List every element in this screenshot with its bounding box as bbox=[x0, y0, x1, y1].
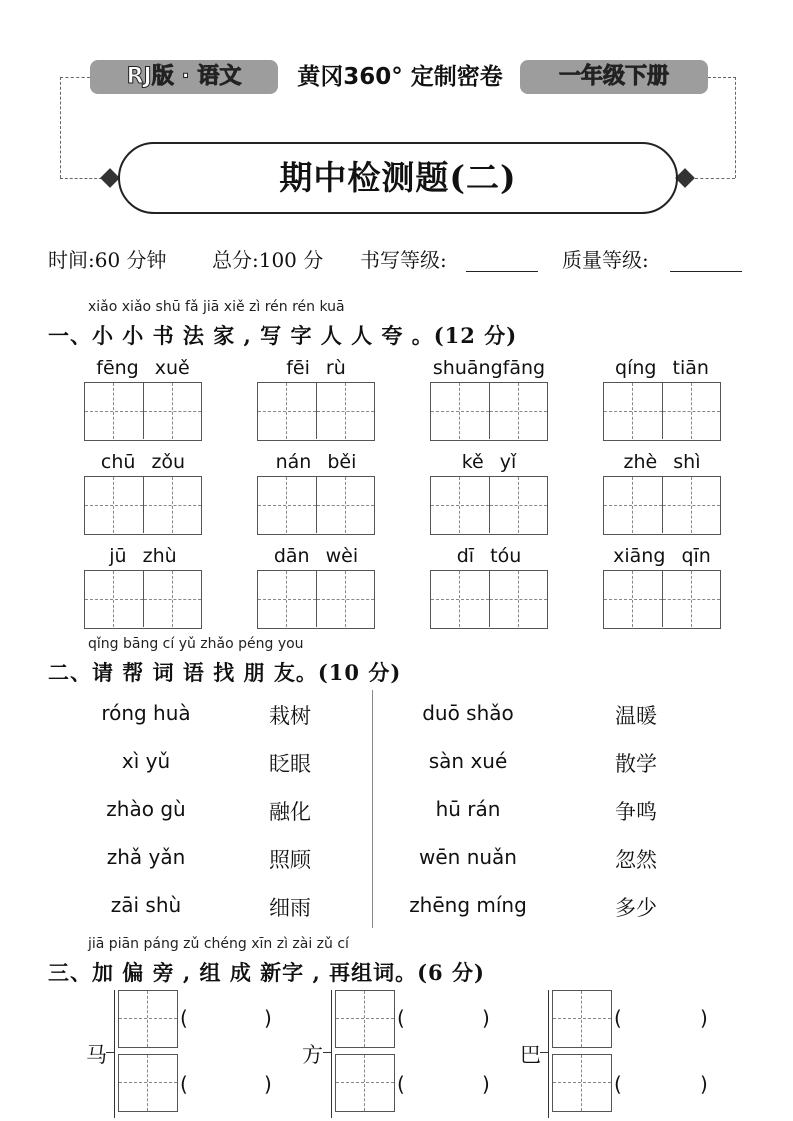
match-word[interactable]: 多少 bbox=[615, 896, 657, 920]
tian-grid-cell[interactable] bbox=[316, 477, 374, 533]
quality-grade-blank[interactable] bbox=[670, 248, 742, 272]
tian-grid-pair[interactable] bbox=[430, 570, 548, 629]
tian-grid-cell[interactable] bbox=[258, 571, 316, 627]
quality-grade-label: 质量等级: bbox=[562, 248, 649, 272]
word-pinyin: shuāngfāng bbox=[432, 357, 546, 379]
tian-grid-pair[interactable] bbox=[603, 570, 721, 629]
paren-close: ) bbox=[700, 1072, 708, 1096]
word-pinyin: nán běi bbox=[275, 451, 357, 473]
match-pinyin[interactable]: hū rán bbox=[435, 797, 501, 821]
tian-grid-cell[interactable] bbox=[604, 477, 662, 533]
exam-total-score: 总分:100 分 bbox=[212, 248, 324, 272]
tian-grid-cell[interactable] bbox=[85, 477, 143, 533]
paren-open: ( bbox=[614, 1006, 622, 1030]
section3-pinyin: jiā piān páng zǔ chéng xīn zì zài zǔ cí bbox=[88, 936, 349, 952]
word-pinyin: jū zhù bbox=[109, 545, 177, 567]
tian-grid-cell[interactable] bbox=[604, 571, 662, 627]
match-pinyin[interactable]: zhǎ yǎn bbox=[106, 845, 186, 869]
tian-grid-cell[interactable] bbox=[552, 990, 612, 1048]
header-connector-line bbox=[708, 77, 736, 78]
tian-grid-cell[interactable] bbox=[118, 1054, 178, 1112]
section2-title: 二、请 帮 词 语 找 朋 友。(10 分) bbox=[48, 660, 402, 685]
tian-grid-pair[interactable] bbox=[84, 382, 202, 441]
match-pinyin[interactable]: xì yǔ bbox=[121, 749, 171, 773]
tian-grid-pair[interactable] bbox=[603, 476, 721, 535]
match-pinyin[interactable]: sàn xué bbox=[428, 749, 508, 773]
tian-grid-pair[interactable] bbox=[257, 570, 375, 629]
tian-grid-cell[interactable] bbox=[143, 571, 201, 627]
diamond-ornament-icon bbox=[675, 168, 695, 188]
tian-grid-cell[interactable] bbox=[431, 383, 489, 439]
header-connector-line bbox=[60, 77, 90, 78]
word-pinyin: fēng xuě bbox=[96, 357, 190, 379]
tian-grid-pair[interactable] bbox=[603, 382, 721, 441]
grade-badge: 一年级下册 bbox=[520, 60, 708, 94]
paren-close: ) bbox=[482, 1072, 490, 1096]
match-pinyin[interactable]: zhēng míng bbox=[409, 893, 527, 917]
tian-grid-cell[interactable] bbox=[489, 477, 547, 533]
match-word[interactable]: 眨眼 bbox=[269, 752, 311, 776]
paren-open: ( bbox=[180, 1006, 188, 1030]
header-connector-line bbox=[60, 77, 61, 178]
paren-open: ( bbox=[180, 1072, 188, 1096]
tian-grid-cell[interactable] bbox=[118, 990, 178, 1048]
header-connector-line bbox=[695, 178, 735, 179]
tian-grid-pair[interactable] bbox=[257, 382, 375, 441]
tian-grid-pair[interactable] bbox=[84, 476, 202, 535]
tian-grid-cell[interactable] bbox=[85, 383, 143, 439]
word-pinyin: dān wèi bbox=[273, 545, 359, 567]
tian-grid-cell[interactable] bbox=[431, 477, 489, 533]
section1-pinyin: xiǎo xiǎo shū fǎ jiā xiě zì rén rén kuā bbox=[88, 299, 345, 315]
paren-close: ) bbox=[482, 1006, 490, 1030]
match-word[interactable]: 栽树 bbox=[269, 704, 311, 728]
match-pinyin[interactable]: róng huà bbox=[101, 701, 191, 725]
tian-grid-cell[interactable] bbox=[335, 990, 395, 1048]
radical-base-char: 马 bbox=[86, 1043, 107, 1067]
tian-grid-cell[interactable] bbox=[431, 571, 489, 627]
radical-base-char: 巴 bbox=[520, 1043, 541, 1067]
word-pinyin: kě yǐ bbox=[461, 451, 517, 473]
word-pinyin: zhè shì bbox=[623, 451, 701, 473]
word-pinyin: dī tóu bbox=[456, 545, 522, 567]
tian-grid-pair[interactable] bbox=[257, 476, 375, 535]
tian-grid-cell[interactable] bbox=[316, 571, 374, 627]
tian-grid-cell[interactable] bbox=[489, 571, 547, 627]
match-pinyin[interactable]: zhào gù bbox=[106, 797, 186, 821]
section3-title: 三、加 偏 旁 , 组 成 新字 , 再组词。(6 分) bbox=[48, 960, 485, 985]
radical-base-char: 方 bbox=[302, 1043, 323, 1067]
word-pinyin: qíng tiān bbox=[615, 357, 709, 379]
header-connector-line bbox=[60, 178, 102, 179]
tian-grid-pair[interactable] bbox=[430, 382, 548, 441]
word-pinyin: xiāng qīn bbox=[613, 545, 711, 567]
tian-grid-pair[interactable] bbox=[84, 570, 202, 629]
column-divider bbox=[372, 690, 373, 928]
match-word[interactable]: 散学 bbox=[615, 752, 657, 776]
word-pinyin: fēi rù bbox=[286, 357, 346, 379]
tian-grid-cell[interactable] bbox=[335, 1054, 395, 1112]
tian-grid-cell[interactable] bbox=[489, 383, 547, 439]
match-word[interactable]: 细雨 bbox=[269, 896, 311, 920]
title-banner bbox=[118, 142, 678, 214]
tian-grid-cell[interactable] bbox=[258, 477, 316, 533]
paren-close: ) bbox=[264, 1006, 272, 1030]
tian-grid-cell[interactable] bbox=[662, 383, 720, 439]
paren-close: ) bbox=[264, 1072, 272, 1096]
tian-grid-cell[interactable] bbox=[552, 1054, 612, 1112]
word-pinyin: chū zǒu bbox=[100, 451, 186, 473]
tian-grid-cell[interactable] bbox=[143, 477, 201, 533]
match-word[interactable]: 争鸣 bbox=[615, 800, 657, 824]
tian-grid-cell[interactable] bbox=[604, 383, 662, 439]
tian-grid-cell[interactable] bbox=[143, 383, 201, 439]
match-pinyin[interactable]: duō shǎo bbox=[422, 701, 514, 725]
match-word[interactable]: 忽然 bbox=[615, 848, 657, 872]
tian-grid-cell[interactable] bbox=[316, 383, 374, 439]
match-word[interactable]: 融化 bbox=[269, 800, 311, 824]
match-pinyin[interactable]: wēn nuǎn bbox=[419, 845, 517, 869]
exam-time: 时间:60 分钟 bbox=[48, 248, 167, 272]
tian-grid-cell[interactable] bbox=[258, 383, 316, 439]
header-connector-line bbox=[735, 77, 736, 178]
section2-pinyin: qǐng bāng cí yǔ zhǎo péng you bbox=[88, 636, 304, 652]
tian-grid-cell[interactable] bbox=[662, 571, 720, 627]
page-title: 期中检测题(二) bbox=[279, 158, 517, 197]
tian-grid-cell[interactable] bbox=[85, 571, 143, 627]
paren-open: ( bbox=[397, 1072, 405, 1096]
section1-title: 一、小 小 书 法 家 , 写 字 人 人 夸 。(12 分) bbox=[48, 323, 518, 348]
series-name: 黄冈360° 定制密卷 bbox=[297, 64, 503, 90]
tian-grid-cell[interactable] bbox=[662, 477, 720, 533]
paren-open: ( bbox=[614, 1072, 622, 1096]
paren-open: ( bbox=[397, 1006, 405, 1030]
diamond-ornament-icon bbox=[100, 168, 120, 188]
tian-grid-pair[interactable] bbox=[430, 476, 548, 535]
writing-grade-blank[interactable] bbox=[466, 248, 538, 272]
match-pinyin[interactable]: zāi shù bbox=[110, 893, 182, 917]
match-word[interactable]: 温暖 bbox=[615, 704, 657, 728]
match-word[interactable]: 照顾 bbox=[269, 848, 311, 872]
writing-grade-label: 书写等级: bbox=[360, 248, 447, 272]
paren-close: ) bbox=[700, 1006, 708, 1030]
edition-badge: RJ版 · 语文 bbox=[90, 60, 278, 94]
